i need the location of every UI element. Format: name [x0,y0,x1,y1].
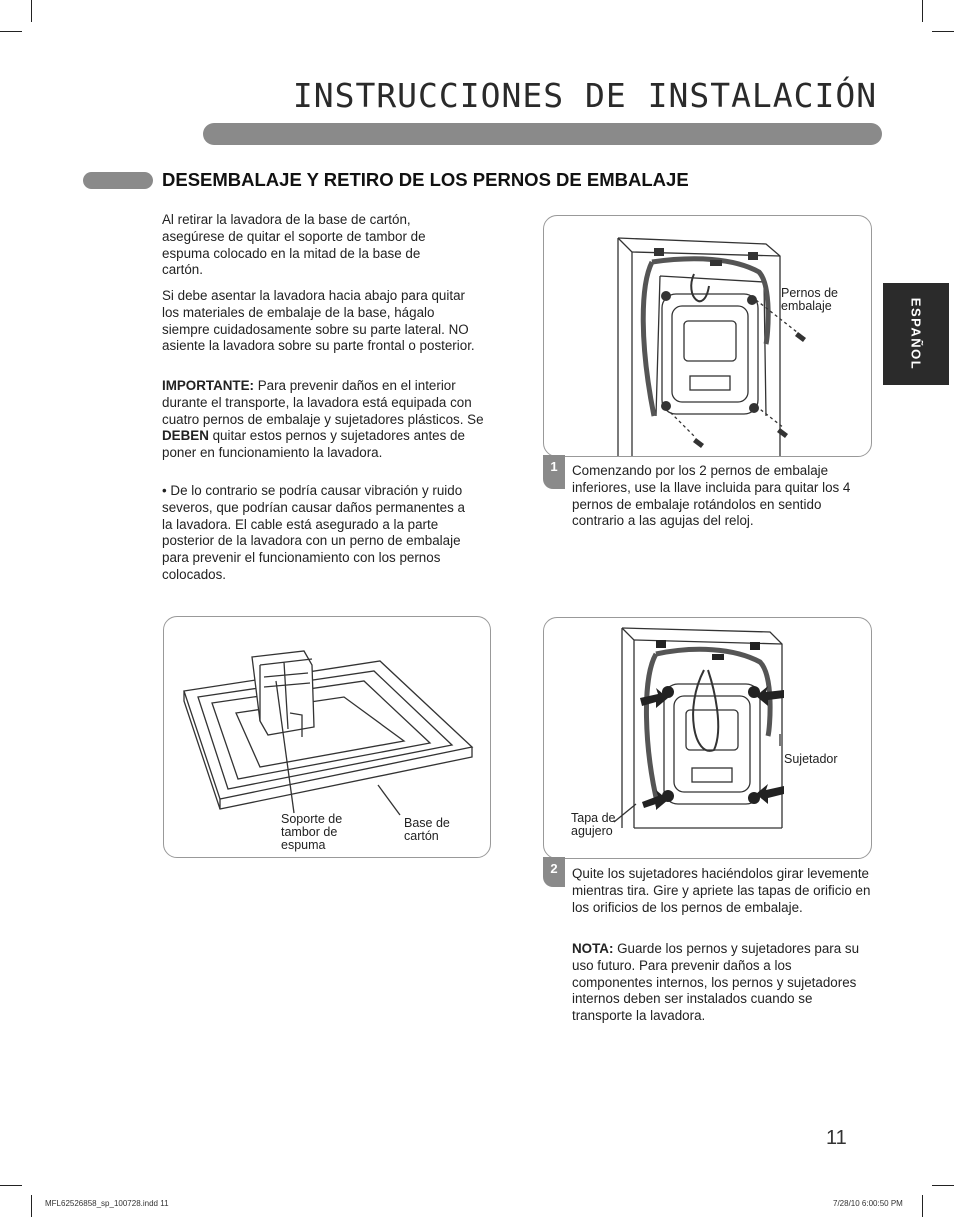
important-text-a: Para prevenir daños en el interior durante el transporte, la lavadora está equipada con cuatro pernos de embalaje y sujetadores plásticos. Se [162,378,484,427]
crop-mark [922,1195,923,1217]
bullet-paragraph: • De lo contrario se podría causar vibración y ruido severos, que podrían causar daños permanentes a la lavadora. El cable está asegurado a la parte posterior de la lavadora con un perno de embalaje para prevenir el funcionamiento con los pernos colocados. [162,483,465,582]
important-paragraph [162,378,487,462]
intro-paragraph-2: Si debe asentar la lavadora hacia abajo para quitar los materiales de embalaje de la base, hágalo siempre cuidadosamente sobre su parte lateral. NO asiente la lavadora sobre su parte frontal o posterior. [162,288,475,354]
language-tab-label: ESPAÑOL [908,297,924,371]
step-2-badge [543,857,565,887]
label-hole-cap: Tapa de agujero [571,811,616,838]
important-deben: DEBEN [162,428,209,444]
note-paragraph [572,941,862,1025]
footer-timestamp: 7/28/10 6:00:50 PM [833,1199,903,1208]
crop-mark [31,0,32,22]
step-1-badge [543,455,565,489]
crop-mark [932,31,954,32]
figure-carton-base [163,616,491,858]
crop-mark [922,0,923,22]
intro-paragraph-1: Al retirar la lavadora de la base de cartón, asegúrese de quitar el soporte de tambor de espuma colocado en la mitad de la base de cartón. [162,212,426,278]
important-text-b: quitar estos pernos y sujetadores antes de poner en funcionamiento la lavadora. [162,428,465,461]
section-title: DESEMBALAJE Y RETIRO DE LOS PERNOS DE EMBALAJE [162,169,689,190]
important-label: IMPORTANTE: [162,378,254,393]
crop-mark [0,31,22,32]
step-2-text: Quite los sujetadores haciéndolos girar levemente mientras tira. Gire y apriete las tapas de orificio en los orificios de los pernos de embalaje. [572,866,871,915]
crop-mark [31,1195,32,1217]
label-retainer: Sujetador [784,752,838,766]
footer-file-name: MFL62526858_sp_100728.indd 11 [45,1199,169,1208]
section-marker [83,172,153,189]
figure-packing-bolts [543,215,872,457]
washer-back-illustration [544,216,871,456]
note-label: NOTA: [572,941,614,956]
label-carton-base: Base de cartón [404,816,450,843]
page-number: 11 [826,1127,847,1149]
crop-mark [0,1185,22,1186]
page-title: INSTRUCCIONES DE INSTALACIÓN [292,76,878,115]
step-2-number: 2 [550,861,558,876]
crop-mark [932,1185,954,1186]
step-1-number: 1 [550,459,558,474]
note-text: Guarde los pernos y sujetadores para su uso futuro. Para prevenir daños a los componentes internos, los pernos y sujetadores internos deben ser instalados cuando se transporte la lavadora. [572,941,860,1024]
label-packing-bolts: Pernos de embalaje [781,286,838,313]
language-tab [883,283,949,385]
label-foam-support: Soporte de tambor de espuma [281,812,343,852]
title-bar [203,123,882,145]
step-1-text: Comenzando por los 2 pernos de embalaje inferiores, use la llave incluida para quitar los 4 pernos de embalaje rotándolos en sentido contrario a las agujas del reloj. [572,463,851,529]
figure-retainers [543,617,872,859]
